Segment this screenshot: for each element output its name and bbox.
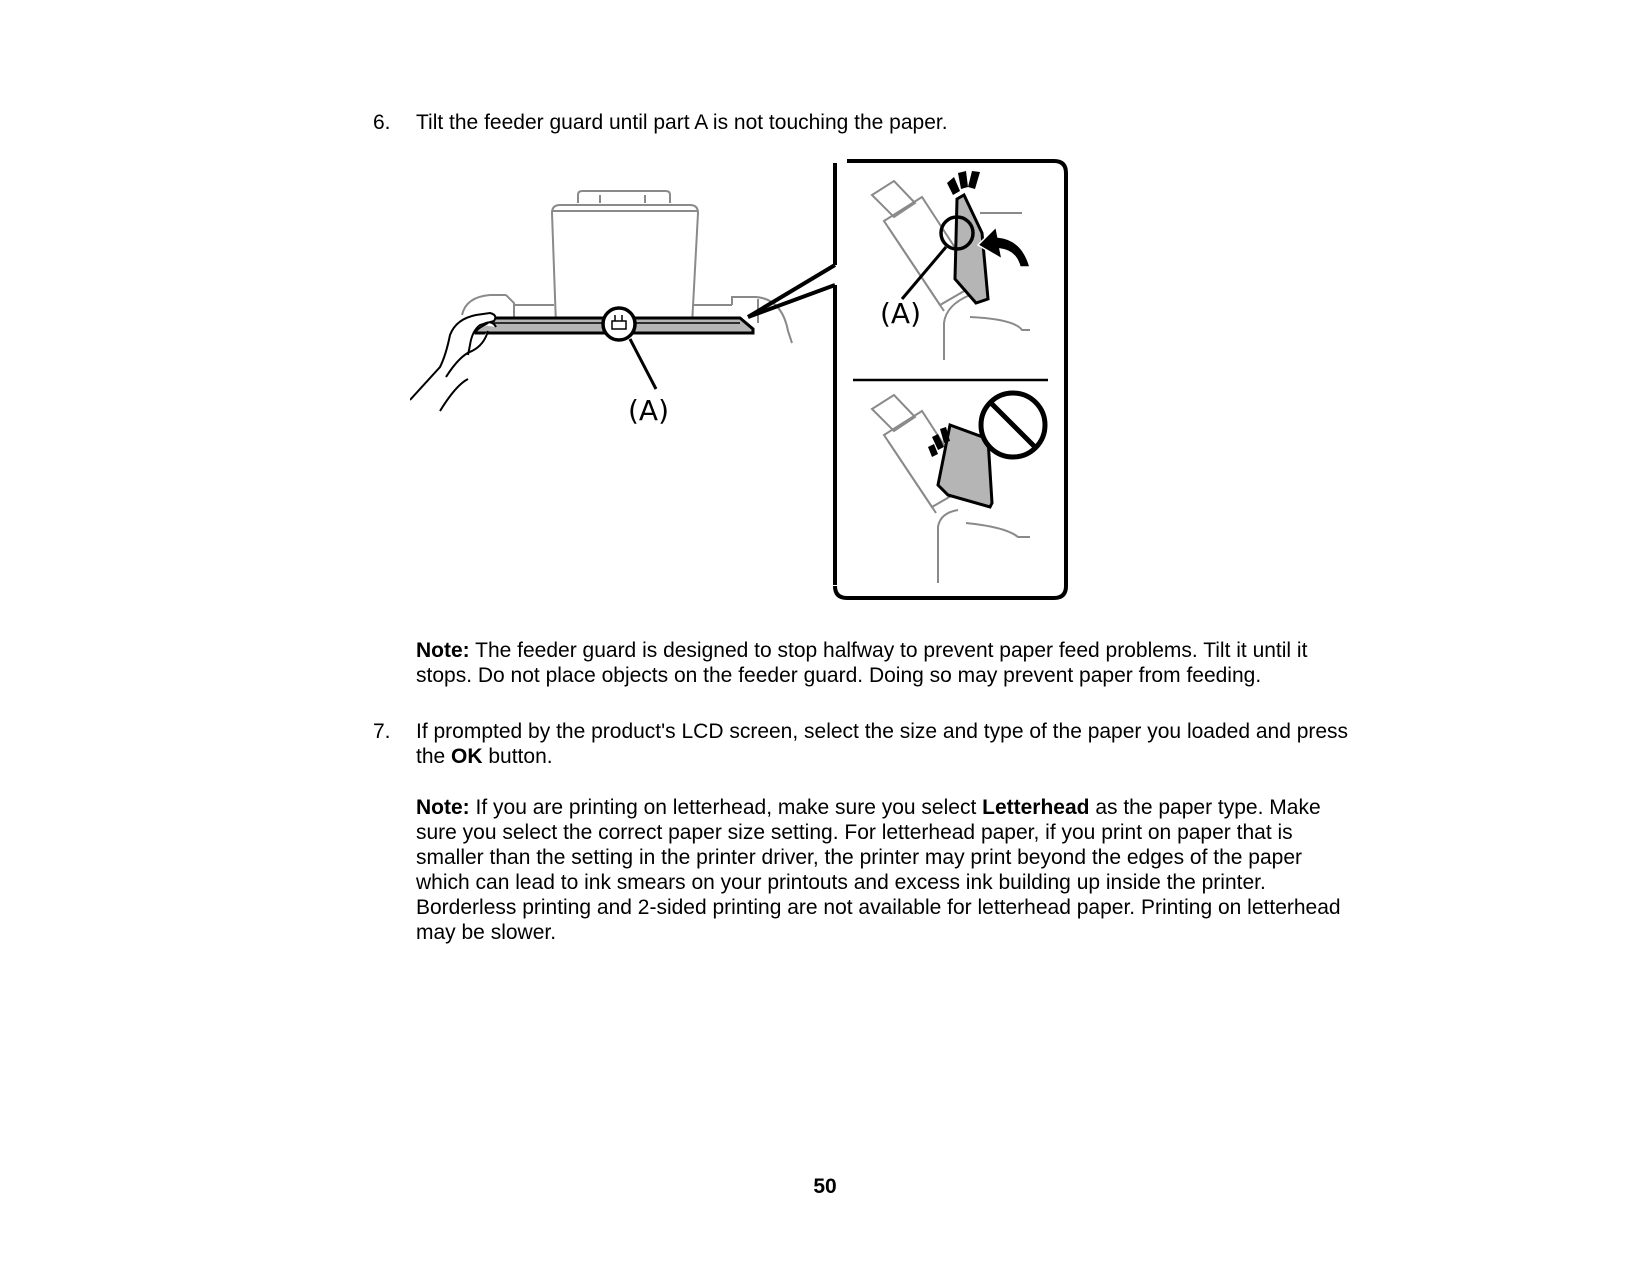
- letterhead-term: Letterhead: [982, 796, 1090, 819]
- ok-button-label: OK: [451, 745, 483, 768]
- note-label: Note:: [416, 796, 470, 819]
- prohibited-icon: [981, 393, 1045, 457]
- label-a-inset: (A): [880, 297, 922, 330]
- step-7-text: If prompted by the product's LCD screen, select the size and type of the paper you loaded and press the OK button.: [416, 720, 1349, 768]
- note-letterhead: Note: If you are printing on letterhead, make sure you select Letterhead as the paper type. Make sure you select the correct paper size setting. For letterhead paper, if you print on paper that is smaller than the setting in the printer driver, the printer may print beyond the edges of the paper which can lead to ink smears on your printouts and excess ink building up inside the printer. Borderless printing and 2-sided printing are not available for letterhead paper. Printing on letterhead may be slower.: [416, 796, 1341, 944]
- note-feeder-guard: Note: The feeder guard is designed to stop halfway to prevent paper feed problems. Tilt it until it stops. Do not place objects on the feeder guard. Doing so may prevent paper from feeding.: [416, 639, 1308, 687]
- step-number-7: 7.: [373, 720, 391, 743]
- step-6-text: Tilt the feeder guard until part A is not touching the paper.: [416, 111, 948, 134]
- note-label: Note:: [416, 639, 470, 662]
- feeder-guard-illustration: [410, 155, 1080, 605]
- inset-frame: [835, 161, 1066, 598]
- inset-prohibited: [872, 393, 1045, 583]
- label-a-main: (A): [628, 394, 670, 427]
- step-number-6: 6.: [373, 111, 391, 134]
- inset-correct-tilt: [872, 171, 1030, 360]
- page-number: 50: [813, 1175, 837, 1198]
- callout-pointer: [748, 163, 835, 585]
